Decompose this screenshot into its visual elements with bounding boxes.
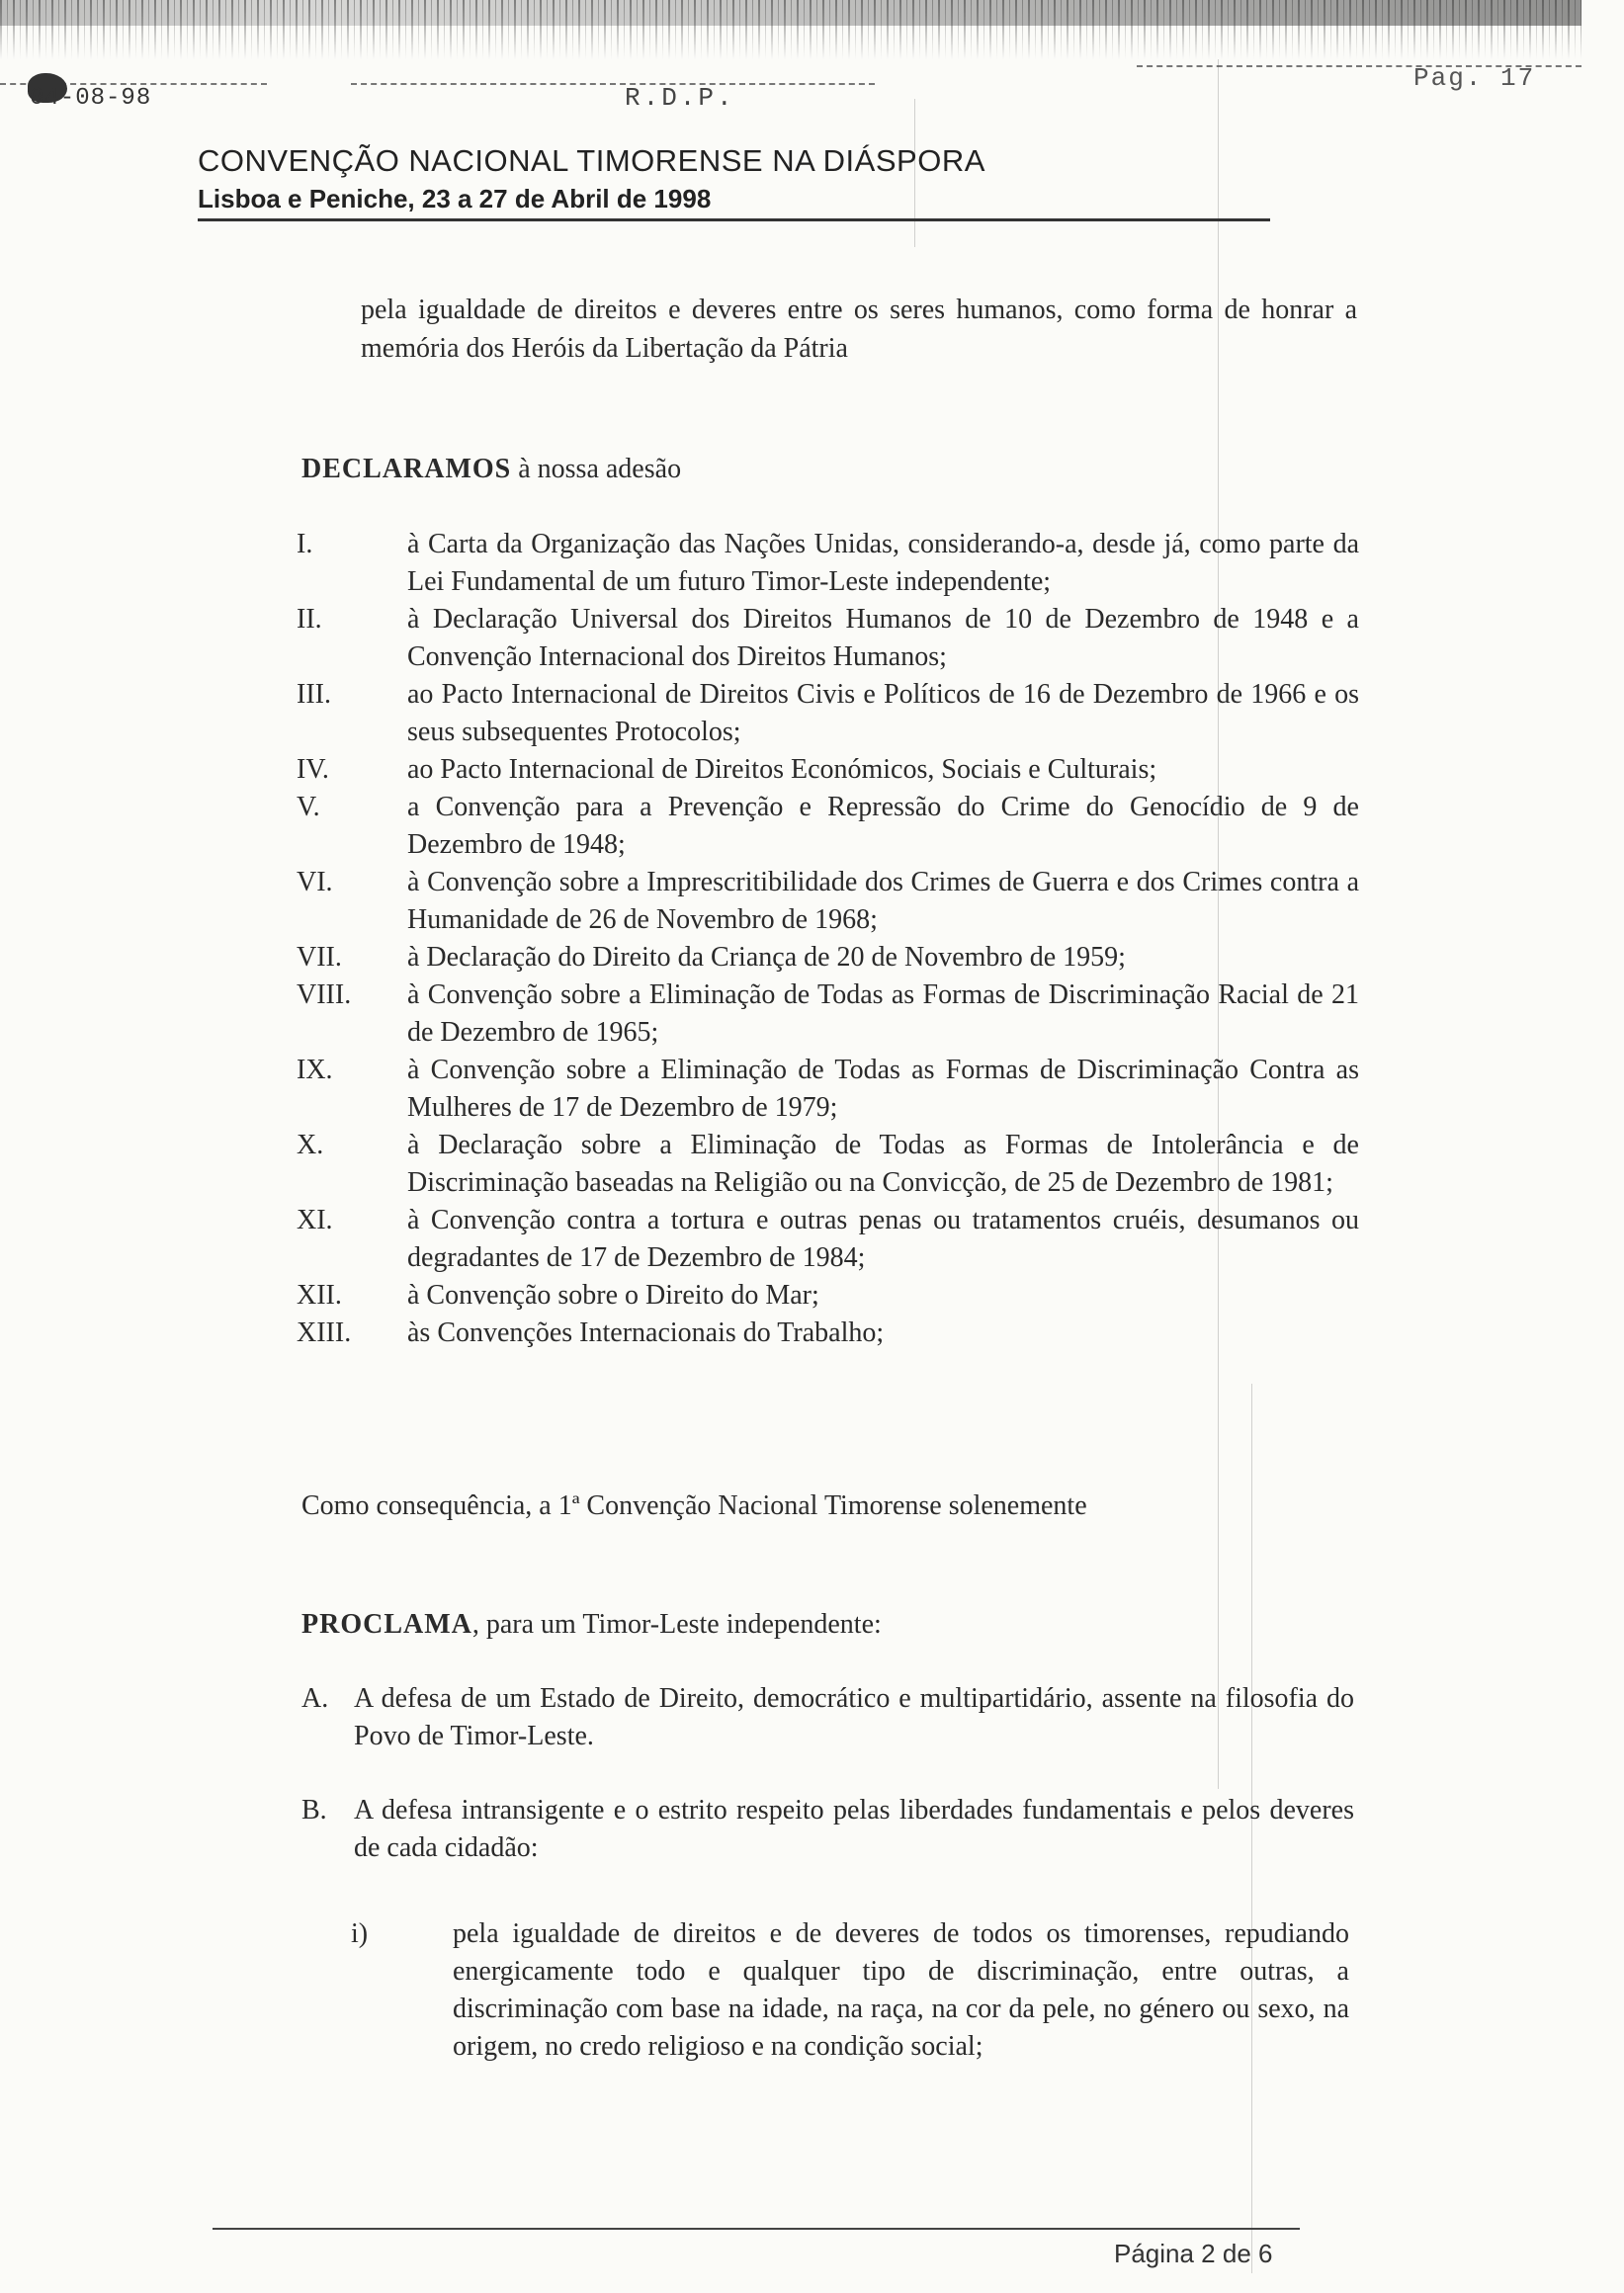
list-item <box>351 1915 1349 2066</box>
list-item <box>297 676 1359 751</box>
list-item-text: à Convenção sobre a Imprescritibilidade dos Crimes de Guerra e dos Crimes contra a Humanidade de 26 de Novembro de 1968; <box>407 867 1359 935</box>
fax-date: 04-08-98 <box>30 85 152 112</box>
document-title: CONVENÇÃO NACIONAL TIMORENSE NA DIÁSPORA <box>198 143 985 178</box>
list-item <box>297 1202 1359 1277</box>
list-item-number: XII. <box>297 1280 342 1311</box>
declaration-keyword: DECLARAMOS <box>301 454 512 484</box>
declaration-list <box>297 526 1359 1352</box>
list-item <box>301 1680 1354 1755</box>
list-item <box>297 601 1359 676</box>
proclamation-keyword: PROCLAMA <box>301 1609 472 1640</box>
list-item-number: X. <box>297 1130 324 1160</box>
list-item-text: à Convenção sobre a Eliminação de Todas as Formas de Discriminação Racial de 21 de Dezembro de 1965; <box>407 979 1359 1048</box>
list-item <box>297 977 1359 1052</box>
list-item-letter: A. <box>301 1683 329 1714</box>
list-item-number: V. <box>297 792 320 822</box>
list-item-number: IV. <box>297 754 329 785</box>
list-item-text: pela igualdade de direitos e de deveres de todos os timorenses, repudiando energicamente todo e qualquer tipo de discriminação, entre outras, a discriminação com base na idade, na raça, na cor da pele, no género ou sexo, na origem, no credo religioso e na condição social; <box>453 1918 1349 2062</box>
list-item <box>297 1277 1359 1315</box>
list-item-number: VII. <box>297 942 342 973</box>
list-item-text: à Declaração do Direito da Criança de 20 de Novembro de 1959; <box>407 942 1126 973</box>
fax-station: R.D.P. <box>625 83 735 113</box>
list-item-text: à Convenção sobre o Direito do Mar; <box>407 1280 819 1311</box>
list-item <box>297 939 1359 977</box>
footer-divider <box>213 2228 1300 2230</box>
list-item-number: III. <box>297 679 331 710</box>
fax-page-number: Pag. 17 <box>1413 63 1536 93</box>
list-item-number: IX. <box>297 1055 333 1085</box>
list-item-text: à Convenção sobre a Eliminação de Todas as Formas de Discriminação Contra as Mulheres de 17 de Dezembro de 1979; <box>407 1055 1359 1123</box>
fax-dashed-line-middle <box>351 83 875 85</box>
document-subtitle: Lisboa e Peniche, 23 a 27 de Abril de 1998 <box>198 184 712 213</box>
list-item-number: II. <box>297 604 322 635</box>
list-item-text: A defesa intransigente e o estrito respeito pelas liberdades fundamentais e pelos deveres de cada cidadão: <box>354 1795 1354 1863</box>
proclamation-list-a <box>301 1680 1354 1755</box>
list-item-text: à Declaração Universal dos Direitos Humanos de 10 de Dezembro de 1948 e a Convenção Internacional dos Direitos Humanos; <box>407 604 1359 672</box>
consequence-paragraph: Como consequência, a 1ª Convenção Nacional Timorense solenemente <box>301 1490 1087 1521</box>
list-item <box>301 1792 1354 1867</box>
list-item-text: às Convenções Internacionais do Trabalho; <box>407 1317 885 1348</box>
list-item-number: XI. <box>297 1205 333 1235</box>
list-item-text: à Carta da Organização das Nações Unidas, considerando-a, desde já, como parte da Lei Fundamental de um futuro Timor-Leste independente; <box>407 529 1359 597</box>
list-item-text: à Declaração sobre a Eliminação de Todas as Formas de Intolerância e de Discriminação baseadas na Religião ou na Convicção, de 25 de Dezembro de 1981; <box>407 1130 1359 1198</box>
intro-paragraph: pela igualdade de direitos e deveres entre os seres humanos, como forma de honrar a memória dos Heróis da Libertação da Pátria <box>361 295 1357 364</box>
declaration-heading-rest: à nossa adesão <box>511 454 682 484</box>
list-item-text: ao Pacto Internacional de Direitos Económicos, Sociais e Culturais; <box>407 754 1157 785</box>
list-item-text: A defesa de um Estado de Direito, democrático e multipartidário, assente na filosofia do Povo de Timor-Leste. <box>354 1683 1354 1751</box>
list-item-text: ao Pacto Internacional de Direitos Civis e Políticos de 16 de Dezembro de 1966 e os seus subsequentes Protocolos; <box>407 679 1359 747</box>
list-item <box>297 864 1359 939</box>
list-item-number: VIII. <box>297 979 352 1010</box>
list-item <box>297 1052 1359 1127</box>
list-item <box>297 1315 1359 1352</box>
proclamation-sublist <box>351 1915 1349 2066</box>
proclamation-heading <box>301 1605 882 1644</box>
list-item <box>297 1127 1359 1202</box>
declaration-heading <box>301 450 681 488</box>
list-item-text: à Convenção contra a tortura e outras penas ou tratamentos cruéis, desumanos ou degradantes de 17 de Dezembro de 1984; <box>407 1205 1359 1273</box>
footer-page-number: Página 2 de 6 <box>1114 2239 1273 2268</box>
list-item-number: I. <box>297 529 313 559</box>
header-divider <box>198 218 1270 221</box>
list-item-number: VI. <box>297 867 333 897</box>
proclamation-heading-rest: , para um Timor-Leste independente: <box>471 1609 882 1640</box>
list-item <box>297 751 1359 789</box>
list-item-text: a Convenção para a Prevenção e Repressão do Crime do Genocídio de 9 de Dezembro de 1948; <box>407 792 1359 860</box>
list-item <box>297 526 1359 601</box>
proclamation-list-b <box>301 1792 1354 1867</box>
list-item-letter: B. <box>301 1795 327 1826</box>
list-item <box>297 789 1359 864</box>
fax-header-noise <box>0 0 1581 59</box>
list-item-roman: i) <box>351 1918 369 1949</box>
list-item-number: XIII. <box>297 1317 352 1348</box>
